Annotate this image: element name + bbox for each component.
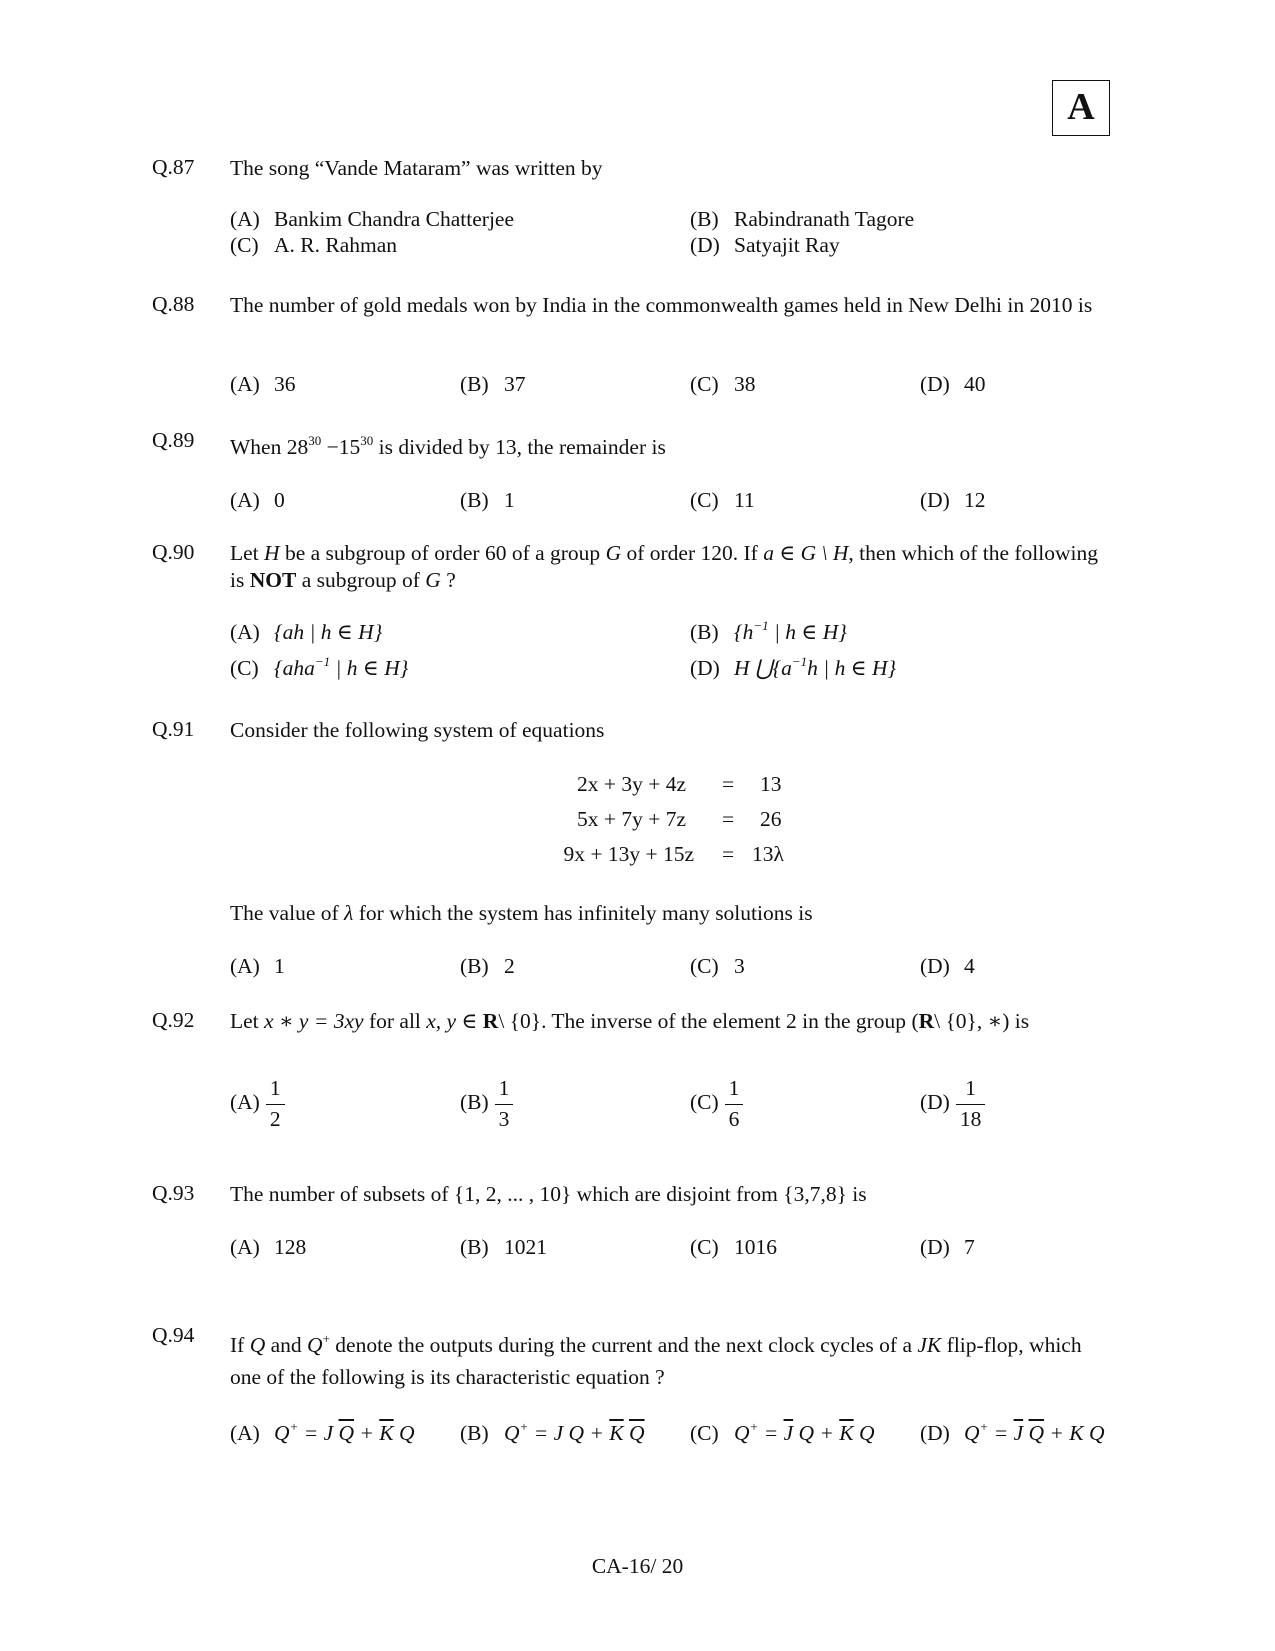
option-text: 38 (734, 372, 756, 396)
expr-term: Q (274, 1421, 290, 1445)
question-number: Q.91 (152, 717, 195, 741)
question-text: If Q and Q+ denote the outputs during the current and the next clock cycles of a JK flip-flop, which one of the following is its characteristic equation ? (230, 1331, 1082, 1389)
option-text: 1 (504, 488, 515, 512)
option-fraction: $\frac{1}{3}$ (495, 1076, 514, 1133)
option-text: 1016 (734, 1235, 777, 1259)
expr-superscript: + (289, 1419, 299, 1434)
option-a[interactable]: (A) $\frac{1}{2}$ (230, 1076, 285, 1133)
expr-operator: + (354, 1421, 380, 1445)
question-set-code: A (1052, 80, 1110, 136)
option-d[interactable]: (D) 7 (920, 1235, 975, 1259)
option-b[interactable]: (B) 2 (460, 954, 515, 978)
option-label: (B) (460, 1421, 489, 1445)
expr-operator: = (528, 1421, 554, 1445)
option-c[interactable]: (C) 11 (690, 488, 755, 512)
option-text: 3 (734, 954, 745, 978)
option-a[interactable]: (A) 0 (230, 488, 285, 512)
expr-term: $\overline{J}$ (783, 1421, 794, 1445)
question-text: The value of λ for which the system has infinitely many solutions is (230, 901, 813, 925)
option-text: 12 (964, 488, 986, 512)
option-text: 128 (274, 1235, 307, 1259)
expr-term: $\overline{Q}$ (338, 1421, 355, 1445)
option-text: Rabindranath Tagore (734, 207, 915, 231)
expr-term: Q (964, 1421, 980, 1445)
expr-operator: = (758, 1421, 784, 1445)
question-text: The number of gold medals won by India in the commonwealth games held in New Delhi in 2010 is (230, 293, 1093, 317)
option-c[interactable]: (C) $\frac{1}{6}$ (690, 1076, 743, 1133)
question-text: Consider the following system of equations (230, 718, 605, 742)
option-text: 40 (964, 372, 986, 396)
option-b[interactable]: (B) 37 (460, 372, 526, 396)
option-fraction: $\frac{1}{6}$ (725, 1076, 744, 1133)
option-d[interactable] (920, 1421, 1105, 1447)
question-text: The song “Vande Mataram” was written by (230, 156, 603, 180)
question-number: Q.92 (152, 1008, 195, 1032)
expr-superscript: + (749, 1419, 759, 1434)
expr-operator: = (298, 1421, 324, 1445)
question-text: When $28^{30} -15^{30}$ is divided by 13, the remainder is (230, 433, 666, 459)
option-d[interactable]: (D) $\frac{1}{18}$ (920, 1076, 985, 1133)
question-number: Q.89 (152, 428, 195, 452)
expr-term: Q (859, 1421, 875, 1445)
option-d[interactable]: (D) H $⋃\{a^{-1}h$ | h ∈ H} (690, 654, 897, 680)
option-text: H $⋃\{a^{-1}h$ | h ∈ H} (734, 654, 897, 680)
option-c[interactable]: (C) 38 (690, 372, 756, 396)
question-number: Q.94 (152, 1323, 195, 1347)
expr-term: $\overline{Q}$ (1028, 1421, 1045, 1445)
expr-term: Q (568, 1421, 585, 1445)
expr-term: $\overline{Q}$ (629, 1421, 645, 1445)
option-b[interactable] (460, 1421, 645, 1447)
option-d[interactable]: (D) 4 (920, 954, 975, 978)
expr-term: J (553, 1421, 564, 1445)
option-text: 2 (504, 954, 515, 978)
expr-operator: = (988, 1421, 1014, 1445)
expr-term: Q (399, 1421, 415, 1445)
question-number: Q.88 (152, 292, 195, 316)
expr-operator: + (584, 1421, 610, 1445)
option-c[interactable]: (C) A. R. Rahman (230, 233, 398, 257)
option-label: (C) (690, 1421, 719, 1445)
option-a[interactable]: (A) {ah | h ∈ H} (230, 620, 383, 644)
option-text: 0 (274, 488, 285, 512)
question-number: Q.87 (152, 155, 195, 179)
expr-term: Q (504, 1421, 520, 1445)
option-d[interactable]: (D) 12 (920, 488, 986, 512)
option-expression (274, 1421, 415, 1445)
expr-term: $\overline{K}$ (839, 1421, 854, 1445)
option-text: A. R. Rahman (274, 233, 398, 257)
option-a[interactable]: (A) 128 (230, 1235, 307, 1259)
option-c[interactable]: (C) 3 (690, 954, 745, 978)
option-a[interactable] (230, 1421, 415, 1447)
expr-term: Q (798, 1421, 815, 1445)
option-a[interactable]: (A) 36 (230, 372, 296, 396)
expr-operator: + (814, 1421, 840, 1445)
option-text: 36 (274, 372, 296, 396)
option-fraction: $\frac{1}{18}$ (956, 1076, 986, 1133)
option-fraction: $\frac{1}{2}$ (266, 1076, 285, 1133)
option-b[interactable]: (B) 1021 (460, 1235, 547, 1259)
expr-term: Q (734, 1421, 750, 1445)
option-text: 1 (274, 954, 285, 978)
option-c[interactable]: (C) 1016 (690, 1235, 777, 1259)
expr-superscript: + (519, 1419, 529, 1434)
option-text: Bankim Chandra Chatterjee (274, 207, 515, 231)
option-b[interactable]: (B) $\frac{1}{3}$ (460, 1076, 513, 1133)
expr-term: J (323, 1421, 334, 1445)
option-d[interactable]: (D) Satyajit Ray (690, 233, 840, 257)
option-expression (964, 1421, 1105, 1445)
option-text: 37 (504, 372, 526, 396)
expr-operator: + (1044, 1421, 1070, 1445)
question-text: Let H be a subgroup of order 60 of a group G of order 120. If a ∈ G \ H, then which of the following is NOT a subgroup of G ? (230, 541, 1098, 592)
page-footer: CA-16/ 20 (591, 1554, 684, 1578)
expr-term: $\overline{K}$ (609, 1421, 624, 1445)
option-text: {aha$^{-1}$ | h ∈ H} (274, 654, 409, 680)
option-text: 11 (734, 488, 755, 512)
option-d[interactable]: (D) 40 (920, 372, 986, 396)
question-number: Q.93 (152, 1181, 195, 1205)
option-a[interactable]: (A) 1 (230, 954, 285, 978)
question-number: Q.90 (152, 540, 195, 564)
option-text: 1021 (504, 1235, 547, 1259)
option-label: (D) (920, 1421, 950, 1445)
option-c[interactable]: (C) {aha$^{-1}$ | h ∈ H} (230, 654, 409, 680)
expr-term: $\overline{J}$ (1013, 1421, 1024, 1445)
power-expression: $28^{30} -15^{30}$ (286, 433, 374, 459)
option-text: Satyajit Ray (734, 233, 840, 257)
expr-term: K (1069, 1421, 1084, 1445)
expr-term: Q (1089, 1421, 1105, 1445)
option-text: {$h^{-1}$ | h ∈ H} (734, 618, 847, 644)
expr-term: $\overline{K}$ (379, 1421, 394, 1445)
option-c[interactable] (690, 1421, 875, 1447)
option-expression (504, 1421, 645, 1445)
option-b[interactable]: (B) Rabindranath Tagore (690, 207, 915, 231)
option-a[interactable]: (A) Bankim Chandra Chatterjee (230, 207, 515, 231)
option-label: (A) (230, 1421, 260, 1445)
option-b[interactable]: (B) 1 (460, 488, 515, 512)
option-text: {ah | h ∈ H} (274, 620, 383, 644)
option-expression (734, 1421, 875, 1445)
option-text: 4 (964, 954, 975, 978)
option-text: 7 (964, 1235, 975, 1259)
option-b[interactable]: (B) {$h^{-1}$ | h ∈ H} (690, 618, 847, 644)
question-text: The number of subsets of {1, 2, ... , 10} which are disjoint from {3,7,8} is (230, 1182, 867, 1206)
expr-superscript: + (979, 1419, 989, 1434)
question-text: Let x ∗ y = 3xy for all x, y ∈ R\ {0}. The inverse of the element 2 in the group (R\ {0}, ∗) is (230, 1009, 1030, 1033)
